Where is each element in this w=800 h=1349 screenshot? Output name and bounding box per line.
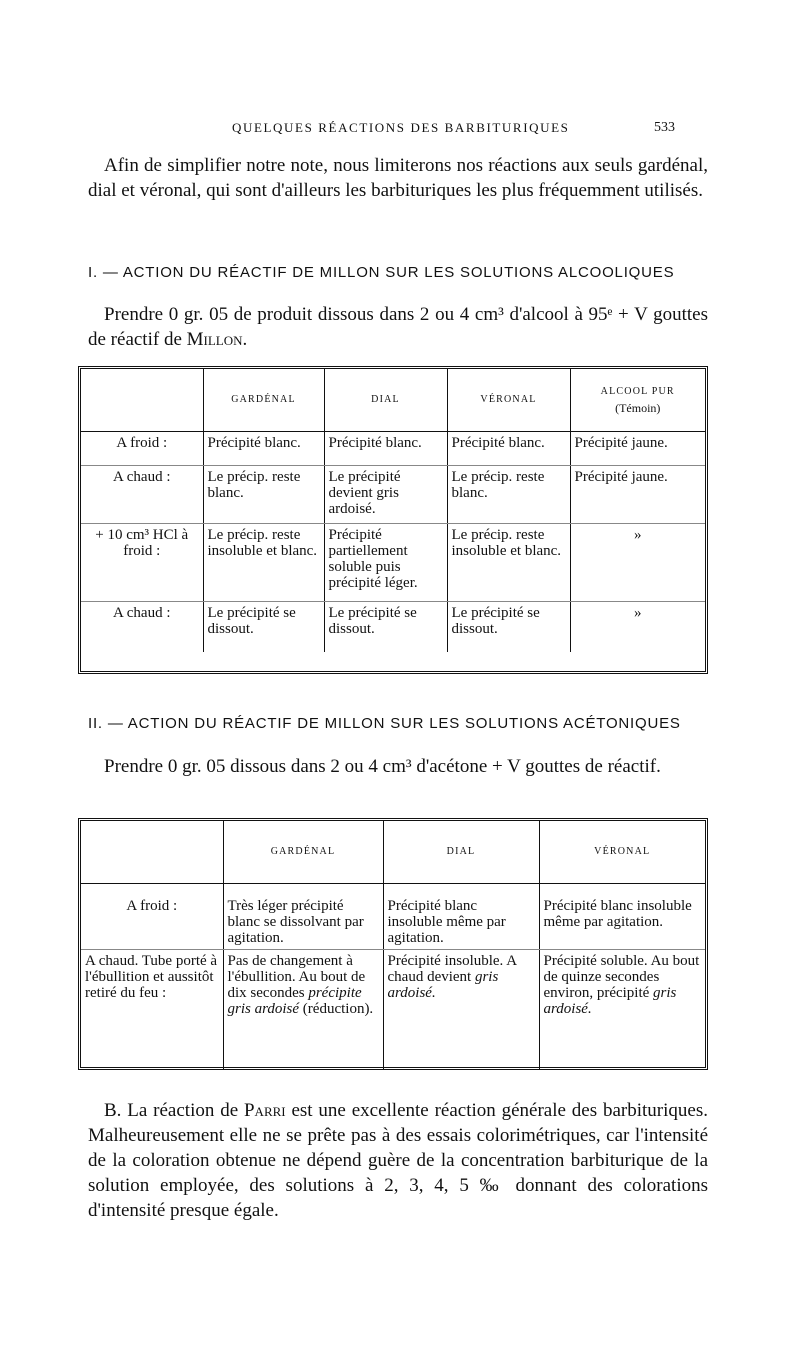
row-label: + 10 cm³ HCl à froid : xyxy=(81,524,203,602)
table-cell xyxy=(539,950,705,1070)
table-row xyxy=(81,432,705,466)
instruction-end: . xyxy=(242,329,248,350)
header-dial: DIAL xyxy=(383,821,539,884)
table-row xyxy=(81,524,705,602)
table-cell: Précipité blanc. xyxy=(203,432,324,466)
section-2-heading: II. — ACTION DU RÉACTIF DE MILLON SUR LES SOLUTIONS ACÉTONIQUES xyxy=(88,715,681,732)
table-cell: Très léger précipité blanc se dissolvant par agitation. xyxy=(223,884,383,950)
closing-text: B. La réaction de xyxy=(104,1100,244,1121)
table-row xyxy=(81,466,705,524)
header-alcool-label: ALCOOL PUR xyxy=(600,386,675,397)
cell-text: (réduction). xyxy=(299,1001,374,1017)
table-cell: » xyxy=(570,602,705,652)
header-alcool-pur xyxy=(570,369,705,432)
table-cell: Le précipité se dissout. xyxy=(324,602,447,652)
header-gardenal: GARDÉNAL xyxy=(203,369,324,432)
page-number: 533 xyxy=(654,120,675,135)
cell-text: Précipité soluble. Au bout de quinze secondes environ, précipité xyxy=(543,953,700,1001)
row-label: A chaud. Tube porté à l'ébullition et aussitôt retiré du feu : xyxy=(85,953,218,1001)
cell-italic: précipite gris ardoisé xyxy=(227,985,362,1017)
section-1-heading: I. — ACTION DU RÉACTIF DE MILLON SUR LES SOLUTIONS ALCOOLIQUES xyxy=(88,264,675,281)
table-cell: Précipité blanc insoluble même par agitation. xyxy=(383,884,539,950)
instruction-text: Prendre 0 gr. 05 de produit dissous dans 2 ou 4 cm³ d'alcool à 95ᵉ + V gouttes de réactif de xyxy=(88,304,708,350)
table-cell: Précipité partiellement soluble puis précipité léger. xyxy=(324,524,447,602)
section-1-instruction xyxy=(88,302,708,352)
author-name: Parri xyxy=(243,1100,286,1121)
cell-italic: gris ardoisé. xyxy=(387,969,499,1001)
table-cell: Le précipité devient gris ardoisé. xyxy=(324,466,447,524)
table-cell: Précipité blanc insoluble même par agitation. xyxy=(539,884,705,950)
table-cell: Le précip. reste insoluble et blanc. xyxy=(447,524,570,602)
header-veronal: VÉRONAL xyxy=(539,821,705,884)
row-label: A chaud : xyxy=(113,605,171,621)
header-veronal: VÉRONAL xyxy=(447,369,570,432)
table-cell: Le précip. reste blanc. xyxy=(447,466,570,524)
section-2-instruction: Prendre 0 gr. 05 dissous dans 2 ou 4 cm³ d'acétone + V gouttes de réactif. xyxy=(104,756,661,777)
table-cell: Le précipité se dissout. xyxy=(447,602,570,652)
table-cell: Le précip. reste blanc. xyxy=(203,466,324,524)
cell-text: Pas de changement à l'ébullition. Au bout de dix secondes xyxy=(227,953,366,1001)
row-label: A froid : xyxy=(81,884,223,950)
millon-acetone-table xyxy=(78,818,708,1070)
header-gardenal: GARDÉNAL xyxy=(223,821,383,884)
header-empty xyxy=(81,821,223,884)
table-row xyxy=(81,602,705,652)
closing-text: est une excellente réaction générale des barbituriques. Malheureusement elle ne se prête pas à des essais colorimétriques, car l'intensité de la coloration obtenue ne dépend guère de la concentration barbiturique de la solution employée, des solutions à 2, 3, 4, 5 ‰ donnant des colorations d'intensité presque égale. xyxy=(88,1100,708,1221)
table-cell: Précipité jaune. xyxy=(570,466,705,524)
table-cell xyxy=(223,950,383,1070)
closing-paragraph xyxy=(88,1098,708,1223)
table-cell: » xyxy=(570,524,705,602)
table-cell: Précipité blanc. xyxy=(447,432,570,466)
running-title: QUELQUES RÉACTIONS DES BARBITURIQUES xyxy=(232,120,570,135)
table-cell: Précipité blanc. xyxy=(324,432,447,466)
cell-text: Précipité insoluble. A chaud devient xyxy=(387,953,517,985)
intro-paragraph: Afin de simplifier notre note, nous limiterons nos réactions aux seuls gardénal, dial et véronal, qui sont d'ailleurs les barbituriques les plus fréquemment utilisés. xyxy=(88,155,708,201)
millon-alcohol-table xyxy=(78,366,708,674)
table-cell: Le précip. reste insoluble et blanc. xyxy=(203,524,324,602)
row-label: A froid : xyxy=(81,432,203,466)
author-name: Millon xyxy=(186,329,243,350)
header-empty xyxy=(81,369,203,432)
header-temoin-label: (Témoin) xyxy=(615,401,661,415)
table-cell: Le précipité se dissout. xyxy=(203,602,324,652)
header-dial: DIAL xyxy=(324,369,447,432)
table-row xyxy=(81,884,705,950)
table-cell xyxy=(383,950,539,1070)
table-cell: Précipité jaune. xyxy=(570,432,705,466)
row-label: A chaud : xyxy=(81,466,203,524)
table-row xyxy=(81,950,705,1070)
cell-italic: gris ardoisé. xyxy=(543,985,677,1017)
